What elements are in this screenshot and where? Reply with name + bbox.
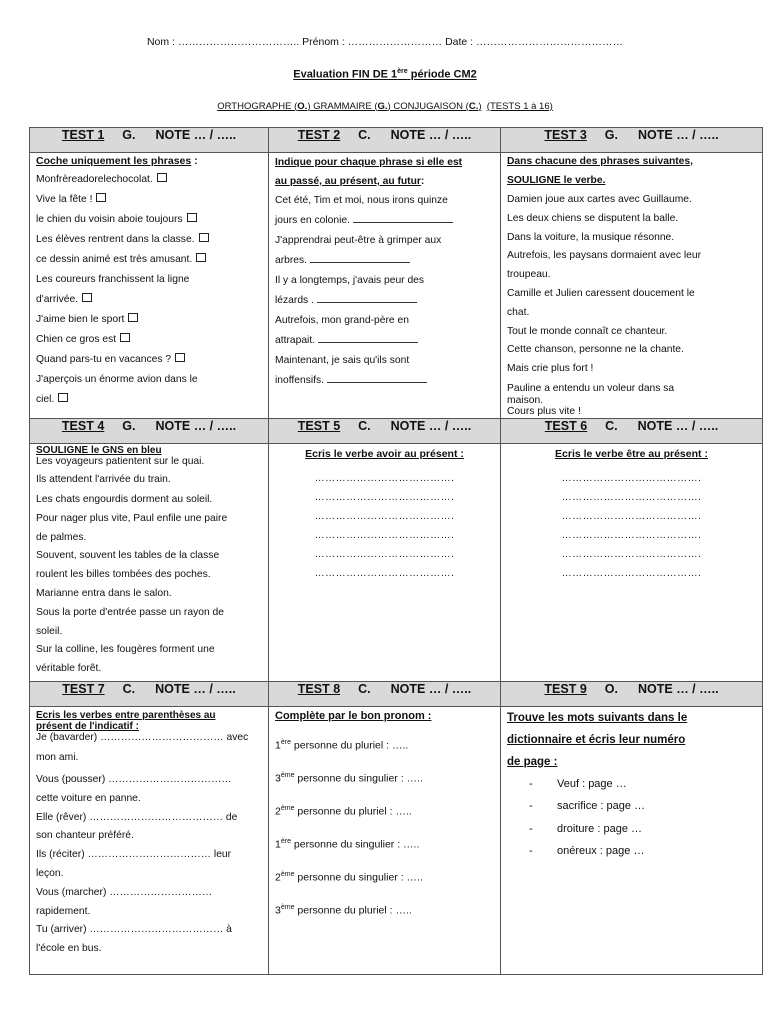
checkbox[interactable]	[196, 253, 206, 262]
test7-instruction-1: Ecris les verbes entre parenthèses au	[36, 709, 216, 721]
test4-line: Les chats engourdis dorment au soleil.	[36, 493, 213, 505]
subtitle-c: C.	[468, 101, 479, 112]
test-name: TEST 2	[297, 128, 341, 142]
test7-line: Ils (réciter) ……………………………… leur	[36, 849, 232, 861]
checkbox[interactable]	[199, 233, 209, 242]
test2-line: Maintenant, je sais qu'ils sont	[275, 355, 410, 366]
test-type: G.	[122, 418, 136, 433]
title-main: Evaluation FIN DE 1	[293, 68, 398, 81]
name-date-line: Nom : …………………………….. Prénom : ……………………… Date : ……………………………………	[146, 36, 624, 48]
subtitle-tests: (TESTS 1 à 16)	[486, 101, 553, 112]
checkbox[interactable]	[58, 393, 68, 402]
test3-instruction-2: SOULIGNE le verbe.	[507, 175, 606, 186]
test2-line: Autrefois, mon grand-père en	[275, 315, 409, 326]
test2-line: jours en colonie.	[275, 211, 494, 231]
test9-instruction-3: de page :	[507, 755, 558, 768]
test1-instruction-colon: :	[191, 156, 198, 167]
checkbox[interactable]	[157, 173, 167, 182]
subtitle-ortho: ORTHOGRAPHE (	[217, 101, 298, 112]
subtitle-g: G.	[377, 101, 388, 112]
pronoun-item: 3ème personne du pluriel : …..	[275, 903, 412, 917]
test3-line: Cours plus vite !	[507, 405, 581, 417]
test3-line: Les deux chiens se disputent la balle.	[507, 212, 679, 224]
test4-line: roulent les billes tombées des poches.	[36, 569, 211, 581]
test-note: NOTE … / …..	[155, 681, 236, 696]
test3-line: Damien joue aux cartes avec Guillaume.	[507, 194, 692, 205]
test4-line: Marianne entra dans le salon.	[36, 587, 172, 599]
test-name: TEST 6	[544, 418, 588, 433]
test3-line: Dans la voiture, la musique résonne.	[507, 231, 675, 243]
test3-line: Tout le monde connaît ce chanteur.	[507, 325, 668, 337]
pronoun-item: 1ère personne du pluriel : …..	[275, 738, 409, 752]
checkbox[interactable]	[96, 193, 106, 202]
test4-line: Les voyageurs patientent sur le quai.	[36, 455, 205, 467]
test7-header	[30, 681, 269, 706]
subtitle-close: )	[478, 101, 482, 112]
test-type: C.	[358, 418, 371, 433]
test1-line: J'aime bien le sport	[36, 310, 262, 330]
dictionary-word: - sacrifice : page …	[529, 800, 646, 813]
test1-line: Les coureurs franchissent la ligne	[36, 274, 190, 285]
test-note: NOTE … / …..	[390, 681, 472, 696]
test2-line: Il y a longtemps, j'avais peur des	[275, 275, 425, 286]
test2-line: inoffensifs.	[275, 371, 494, 391]
test-note: NOTE … / …..	[390, 418, 472, 433]
test4-line: Pour nager plus vite, Paul enfile une paire	[36, 512, 228, 524]
test5-instruction: Ecris le verbe avoir au présent	[305, 447, 458, 460]
test9-body	[501, 706, 763, 974]
test3-line: maison.	[507, 394, 544, 406]
test-note: NOTE … / …..	[155, 418, 237, 433]
test6-instruction: Ecris le verbe être au présent	[555, 447, 702, 460]
subtitle-conj: ) CONJUGAISON (	[387, 101, 469, 112]
test3-line: Pauline a entendu un voleur dans sa	[507, 382, 675, 394]
test3-body	[501, 153, 763, 419]
answer-line[interactable]: ………………………………….	[561, 510, 702, 522]
test7-line: Elle (rêver) ………………………………… de	[36, 811, 238, 823]
test1-line: Vive la fête !	[36, 190, 262, 210]
test7-line: l'école en bus.	[36, 943, 102, 955]
test7-instruction-2: présent de l'indicatif :	[36, 720, 139, 732]
answer-blank[interactable]	[317, 293, 417, 303]
answer-line[interactable]: ………………………………….	[314, 491, 455, 503]
answer-line[interactable]: ………………………………….	[561, 567, 702, 579]
test4-line: Sous la porte d'entrée passe un rayon de	[36, 606, 225, 618]
test-note: NOTE … / …..	[638, 681, 719, 696]
test4-body	[30, 443, 269, 681]
test-type: C.	[605, 418, 618, 433]
answer-line[interactable]: ………………………………….	[314, 472, 455, 484]
test1-line: J'aperçois un énorme avion dans le	[36, 374, 198, 385]
test5-body	[269, 443, 501, 681]
content-row-1	[30, 153, 763, 419]
test4-line: soleil.	[36, 625, 63, 637]
test3-line: Camille et Julien caressent doucement le	[507, 287, 695, 299]
test2-line: J'apprendrai peut-être à grimper aux	[275, 235, 442, 246]
checkbox[interactable]	[120, 333, 130, 342]
test-name: TEST 4	[61, 418, 105, 433]
dictionary-word: - Veuf : page …	[529, 777, 627, 790]
test1-line: d'arrivée.	[36, 290, 262, 310]
test2-line: Cet été, Tim et moi, nous irons quinze	[275, 195, 448, 206]
header-row-2	[30, 418, 763, 443]
test-note: NOTE … / …..	[390, 128, 472, 142]
test2-instruction-1: Indique pour chaque phrase si elle est	[275, 157, 463, 168]
test1-line: Quand pars-tu en vacances ?	[36, 350, 262, 370]
test6-body	[501, 443, 763, 681]
test-name: TEST 7	[62, 681, 105, 696]
test9-instruction-1: Trouve les mots suivants dans le	[507, 711, 688, 724]
header-row-3	[30, 681, 763, 706]
test-type: C.	[358, 128, 371, 142]
test4-line: de palmes.	[36, 531, 87, 543]
pronoun-item: 2ème personne du singulier : …..	[275, 870, 423, 884]
tests-grid	[29, 127, 763, 975]
test1-header	[30, 128, 269, 153]
test5-header	[269, 418, 501, 443]
checkbox[interactable]	[175, 353, 185, 362]
test7-line: rapidement.	[36, 905, 91, 917]
dictionary-word: - onéreux : page …	[529, 845, 645, 858]
test9-header	[501, 681, 763, 706]
answer-line[interactable]: ………………………………….	[561, 491, 702, 503]
test-note: NOTE … / …..	[155, 128, 237, 142]
pronoun-item: 1ère personne du singulier : …..	[275, 837, 420, 851]
test8-header	[269, 681, 501, 706]
test2-instruction-2: au passé, au présent, au futur	[275, 176, 421, 187]
test2-header	[269, 128, 501, 153]
test-note: NOTE … / …..	[638, 128, 719, 142]
test7-line: Vous (marcher) …………………………	[36, 886, 213, 898]
test-note: NOTE … / …..	[637, 418, 719, 433]
test3-line: Cette chanson, personne ne la chante.	[507, 344, 684, 356]
test2-line: attrapait.	[275, 331, 494, 351]
test4-line: Souvent, souvent les tables de la classe	[36, 550, 220, 562]
test7-line: cette voiture en panne.	[36, 792, 141, 804]
test3-header	[501, 128, 763, 153]
test1-line: Monfrèreadorelechocolat.	[36, 170, 262, 190]
checkbox[interactable]	[128, 313, 138, 322]
subtitle-gram: ) GRAMMAIRE (	[307, 101, 378, 112]
page-title	[0, 68, 770, 81]
test1-line: ciel.	[36, 390, 262, 410]
test2-line: arbres.	[275, 251, 494, 271]
test7-line: son chanteur préféré.	[36, 830, 134, 842]
test3-line: chat.	[507, 306, 530, 318]
test6-instruction-colon: :	[701, 447, 708, 460]
test8-body	[269, 706, 501, 974]
test-type: C.	[358, 681, 371, 696]
test-type: G.	[604, 128, 618, 142]
answer-line[interactable]: ………………………………….	[561, 472, 702, 484]
test-name: TEST 3	[544, 128, 587, 142]
test3-line: troupeau.	[507, 269, 551, 281]
test1-line: le chien du voisin aboie toujours	[36, 210, 262, 230]
subtitle-o: O.	[297, 101, 308, 112]
test3-instruction-1: Dans chacune des phrases suivantes,	[507, 156, 693, 167]
test1-instruction: Coche uniquement les phrases	[36, 155, 192, 167]
test2-instruction-colon: :	[420, 176, 425, 187]
test-name: TEST 5	[297, 418, 341, 433]
pronoun-item: 2ème personne du pluriel : …..	[275, 804, 412, 818]
test3-line: Mais crie plus fort !	[507, 363, 594, 375]
test-name: TEST 8	[297, 681, 341, 696]
answer-line[interactable]: ………………………………….	[314, 548, 455, 560]
answer-blank[interactable]	[310, 253, 410, 263]
title-end: période CM2	[407, 68, 477, 81]
test-type: O.	[604, 681, 618, 696]
test2-line: lézards .	[275, 291, 494, 311]
test7-line: mon ami.	[36, 751, 79, 763]
answer-blank[interactable]	[353, 213, 453, 223]
test6-header	[501, 418, 763, 443]
checkbox[interactable]	[187, 213, 197, 222]
test4-line: Sur la colline, les fougères forment une	[36, 644, 215, 656]
test3-line: Autrefois, les paysans dormaient avec leur	[507, 250, 702, 262]
test4-line: véritable forêt.	[36, 663, 102, 675]
answer-line[interactable]: ………………………………….	[314, 529, 455, 541]
content-row-2	[30, 443, 763, 681]
test9-instruction-2: dictionnaire et écris leur numéro	[507, 733, 686, 746]
test-type: C.	[122, 681, 136, 696]
test-name: TEST 1	[61, 128, 105, 142]
test4-instruction: SOULIGNE le GNS en bleu	[36, 444, 162, 456]
answer-line[interactable]: ………………………………….	[314, 510, 455, 522]
test7-line: Je (bavarder) ……………………………… avec	[36, 731, 249, 743]
header-row-1	[30, 128, 763, 153]
test8-instruction: Complète par le bon pronom :	[275, 709, 432, 722]
test5-instruction-colon: :	[457, 447, 464, 460]
content-row-3	[30, 706, 763, 974]
checkbox[interactable]	[82, 293, 92, 302]
answer-line[interactable]: ………………………………….	[561, 548, 702, 560]
test4-header	[30, 418, 269, 443]
test7-body	[30, 706, 269, 974]
test-name: TEST 9	[544, 681, 587, 696]
answer-line[interactable]: ………………………………….	[314, 567, 455, 579]
dictionary-word-list	[507, 773, 756, 863]
test2-body	[269, 153, 501, 419]
test-type: G.	[122, 128, 136, 142]
answer-blank[interactable]	[318, 333, 418, 343]
test4-line: Ils attendent l'arrivée du train.	[36, 473, 171, 485]
test1-line: ce dessin animé est très amusant.	[36, 250, 262, 270]
dictionary-word: - droiture : page …	[529, 822, 642, 835]
test1-line: Chien ce gros est	[36, 330, 262, 350]
test7-line: Tu (arriver) ………………………………… à	[36, 924, 232, 936]
pronoun-item: 3ème personne du singulier : …..	[275, 771, 423, 785]
answer-line[interactable]: ………………………………….	[561, 529, 702, 541]
test1-line: Les élèves rentrent dans la classe.	[36, 230, 262, 250]
title-sup: ère	[397, 68, 408, 75]
test7-line: Vous (pousser) ………………………………	[36, 773, 232, 785]
test1-body	[30, 153, 269, 419]
test7-line: leçon.	[36, 867, 64, 879]
answer-blank[interactable]	[327, 373, 427, 383]
page-subtitle	[0, 101, 770, 112]
